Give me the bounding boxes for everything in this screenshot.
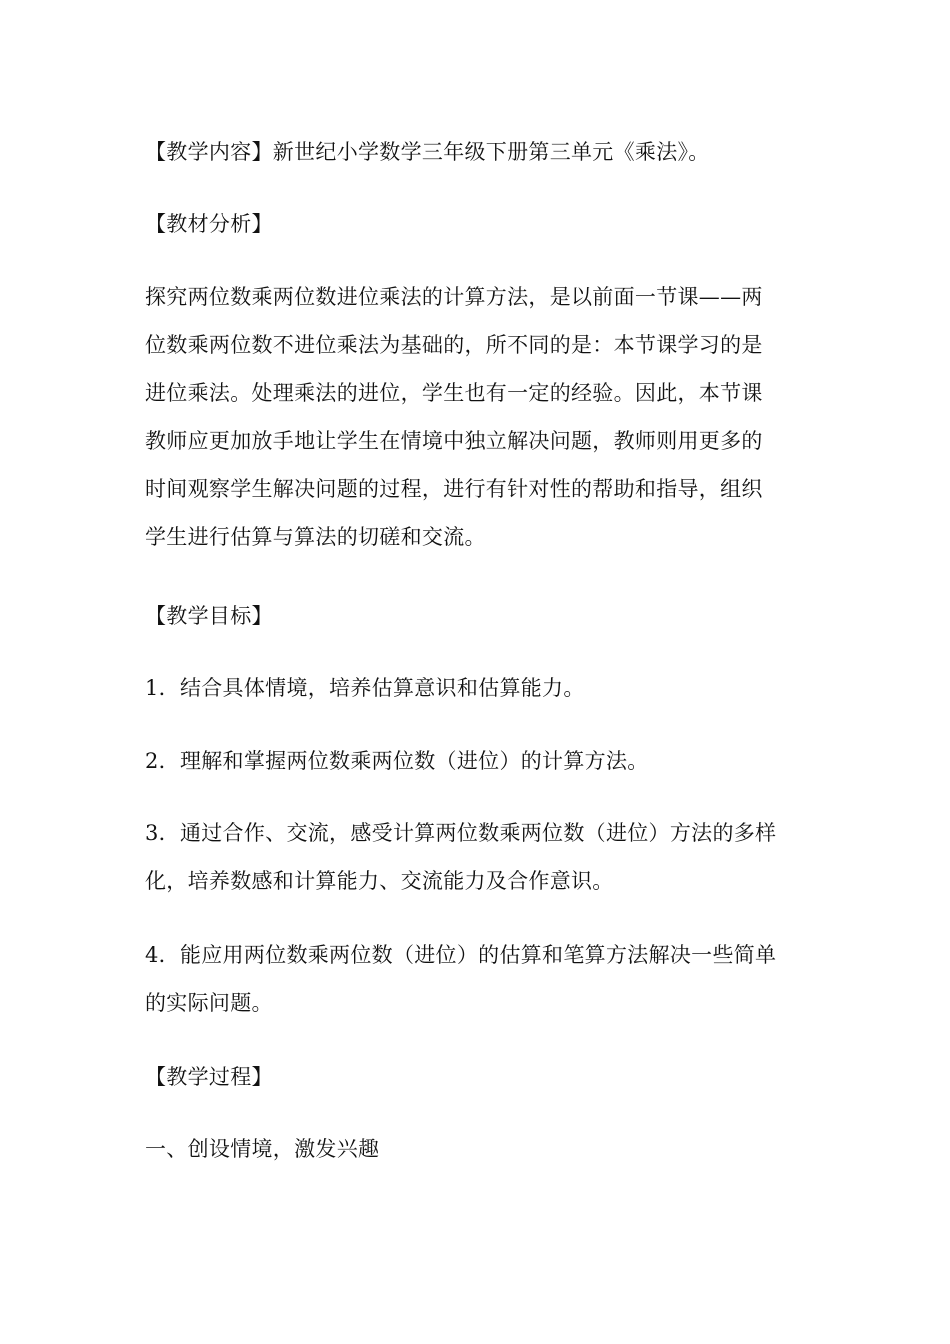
content-line: 【教学内容】新世纪小学数学三年级下册第三单元《乘法》。 <box>145 140 710 164</box>
goal-1: 1．结合具体情境，培养估算意识和估算能力。 <box>145 676 585 700</box>
goal-3-line: 3．通过合作、交流，感受计算两位数乘两位数（进位）方法的多样 <box>145 821 777 845</box>
goal-3-line: 化，培养数感和计算能力、交流能力及合作意识。 <box>145 869 614 893</box>
analysis-line: 学生进行估算与算法的切磋和交流。 <box>145 525 486 549</box>
analysis-paragraph <box>145 282 810 570</box>
goal-2: 2．理解和掌握两位数乘两位数（进位）的计算方法。 <box>145 749 649 773</box>
analysis-line: 位数乘两位数不进位乘法为基础的，所不同的是：本节课学习的是 <box>145 333 763 357</box>
goal-4-line: 的实际问题。 <box>145 991 273 1015</box>
analysis-line: 探究两位数乘两位数进位乘法的计算方法，是以前面一节课——两 <box>145 285 763 309</box>
section-1-heading: 一、创设情境，激发兴趣 <box>145 1137 380 1161</box>
analysis-heading: 【教材分析】 <box>145 212 273 236</box>
process-heading: 【教学过程】 <box>145 1065 273 1089</box>
goal-3 <box>145 818 810 914</box>
analysis-line: 时间观察学生解决问题的过程，进行有针对性的帮助和指导，组织 <box>145 477 763 501</box>
analysis-line: 教师应更加放手地让学生在情境中独立解决问题，教师则用更多的 <box>145 429 763 453</box>
goal-4 <box>145 940 810 1036</box>
analysis-line: 进位乘法。处理乘法的进位，学生也有一定的经验。因此，本节课 <box>145 381 763 405</box>
goal-4-line: 4．能应用两位数乘两位数（进位）的估算和笔算方法解决一些简单 <box>145 943 777 967</box>
goals-heading: 【教学目标】 <box>145 604 273 628</box>
